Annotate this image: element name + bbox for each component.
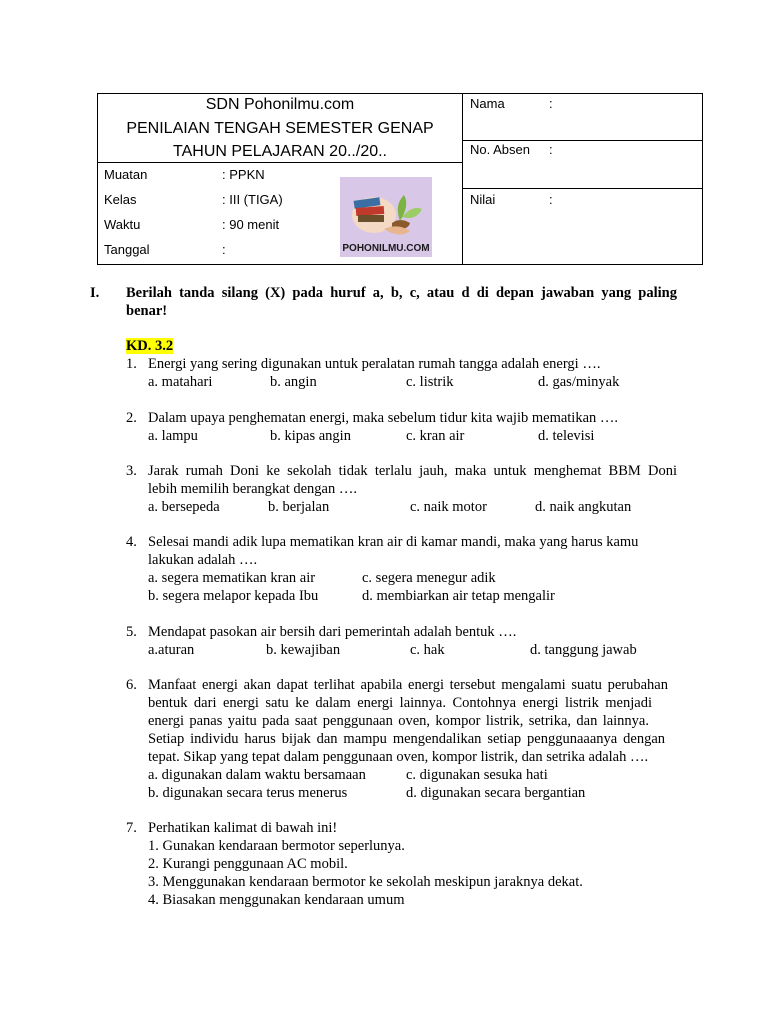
option-a[interactable]: a. lampu: [148, 428, 198, 444]
instruction-line: Berilah tanda silang (X) pada huruf a, b, c, atau d di depan jawaban yang paling: [126, 285, 677, 301]
student-colon: :: [549, 192, 553, 207]
field-value: : III (TIGA): [222, 192, 283, 207]
student-label: Nilai: [470, 192, 496, 207]
option-c[interactable]: c. kran air: [406, 428, 465, 444]
instruction-line: benar!: [126, 303, 168, 319]
option-d[interactable]: d. membiarkan air tetap mengalir: [362, 588, 555, 604]
option-c[interactable]: c. hak: [410, 642, 445, 658]
student-colon: :: [549, 142, 553, 157]
kd-label: KD. 3.2: [126, 338, 174, 354]
question-text: Selesai mandi adik lupa mematikan kran air di kamar mandi, maka yang harus kamu: [148, 534, 639, 550]
statement-item: 4. Biasakan menggunakan kendaraan umum: [148, 892, 405, 908]
student-label: No. Absen: [470, 142, 530, 157]
option-a[interactable]: a.aturan: [148, 642, 195, 658]
option-c[interactable]: c. digunakan sesuka hati: [406, 767, 548, 783]
question-text: Mendapat pasokan air bersih dari pemerintah adalah bentuk ….: [148, 624, 517, 640]
question-number: 2.: [126, 410, 137, 426]
question-text: energi panas yaitu pada saat penggunaan oven, kompor listrik, setrika, dan lainnya.: [148, 713, 649, 729]
question-number: 1.: [126, 356, 137, 372]
question-text: Energi yang sering digunakan untuk peralatan rumah tangga adalah energi ….: [148, 356, 601, 372]
question-text: Perhatikan kalimat di bawah ini!: [148, 820, 338, 836]
option-c[interactable]: c. segera menegur adik: [362, 570, 496, 586]
exam-title: PENILAIAN TENGAH SEMESTER GENAP: [126, 120, 434, 137]
school-logo: [340, 177, 432, 257]
field-label: Kelas: [104, 192, 137, 207]
section-number: I.: [90, 285, 100, 301]
field-value: : 90 menit: [222, 217, 280, 232]
option-b[interactable]: b. kipas angin: [270, 428, 351, 444]
field-label: Waktu: [104, 217, 141, 232]
question-text: bentuk dari energi satu ke dalam energi lainnya. Contohnya energi listrik menjadi: [148, 695, 652, 711]
statement-item: 3. Menggunakan kendaraan bermotor ke sekolah meskipun jaraknya dekat.: [148, 874, 583, 890]
option-d[interactable]: d. naik angkutan: [535, 499, 632, 515]
question-text: Dalam upaya penghematan energi, maka sebelum tidur kita wajib mematikan ….: [148, 410, 619, 426]
question-text: lebih memilih berangkat dengan ….: [148, 481, 357, 497]
option-b[interactable]: b. angin: [270, 374, 317, 390]
divider: [462, 94, 463, 264]
option-c[interactable]: c. listrik: [406, 374, 454, 390]
question-text: lakukan adalah ….: [148, 552, 258, 568]
school-name: SDN Pohonilmu.com: [205, 96, 355, 113]
option-a[interactable]: a. matahari: [148, 374, 213, 390]
statement-item: 2. Kurangi penggunaan AC mobil.: [148, 856, 348, 872]
option-d[interactable]: d. tanggung jawab: [530, 642, 637, 658]
question-number: 3.: [126, 463, 137, 479]
exam-header-table: [97, 93, 703, 265]
question-number: 6.: [126, 677, 137, 693]
option-d[interactable]: d. gas/minyak: [538, 374, 620, 390]
option-d[interactable]: d. digunakan secara bergantian: [406, 785, 586, 801]
option-d[interactable]: d. televisi: [538, 428, 595, 444]
academic-year: TAHUN PELAJARAN 20../20..: [173, 143, 387, 160]
field-label: Muatan: [104, 167, 148, 182]
option-b[interactable]: b. berjalan: [268, 499, 330, 515]
question-text: Jarak rumah Doni ke sekolah tidak terlalu jauh, maka untuk menghemat BBM Doni: [148, 463, 677, 479]
svg-text:POHONILMU.COM: POHONILMU.COM: [342, 243, 430, 254]
field-value: :: [222, 242, 226, 257]
statement-item: 1. Gunakan kendaraan bermotor seperlunya.: [148, 838, 405, 854]
field-value: : PPKN: [222, 167, 265, 182]
option-b[interactable]: b. kewajiban: [266, 642, 341, 658]
question-number: 7.: [126, 820, 137, 836]
question-number: 4.: [126, 534, 137, 550]
question-text: Manfaat energi akan dapat terlihat apabila energi tersebut mengalami suatu perubahan: [148, 677, 668, 693]
student-label: Nama: [470, 96, 505, 111]
option-a[interactable]: a. bersepeda: [148, 499, 220, 515]
divider: [462, 188, 703, 189]
option-a[interactable]: a. segera mematikan kran air: [148, 570, 316, 586]
option-c[interactable]: c. naik motor: [410, 499, 487, 515]
book-plant-icon: [340, 177, 432, 257]
divider: [462, 140, 703, 141]
question-text: tepat. Sikap yang tepat dalam penggunaan oven, kompor listrik, dan setrika adalah ….: [148, 749, 649, 765]
divider: [98, 162, 462, 163]
option-b[interactable]: b. digunakan secara terus menerus: [148, 785, 348, 801]
question-text: Setiap individu harus bijak dan mampu mengendalikan setiap penggunaaanya dengan: [148, 731, 665, 747]
student-colon: :: [549, 96, 553, 111]
question-number: 5.: [126, 624, 137, 640]
option-b[interactable]: b. segera melapor kepada Ibu: [148, 588, 319, 604]
field-label: Tanggal: [104, 242, 150, 257]
option-a[interactable]: a. digunakan dalam waktu bersamaan: [148, 767, 366, 783]
